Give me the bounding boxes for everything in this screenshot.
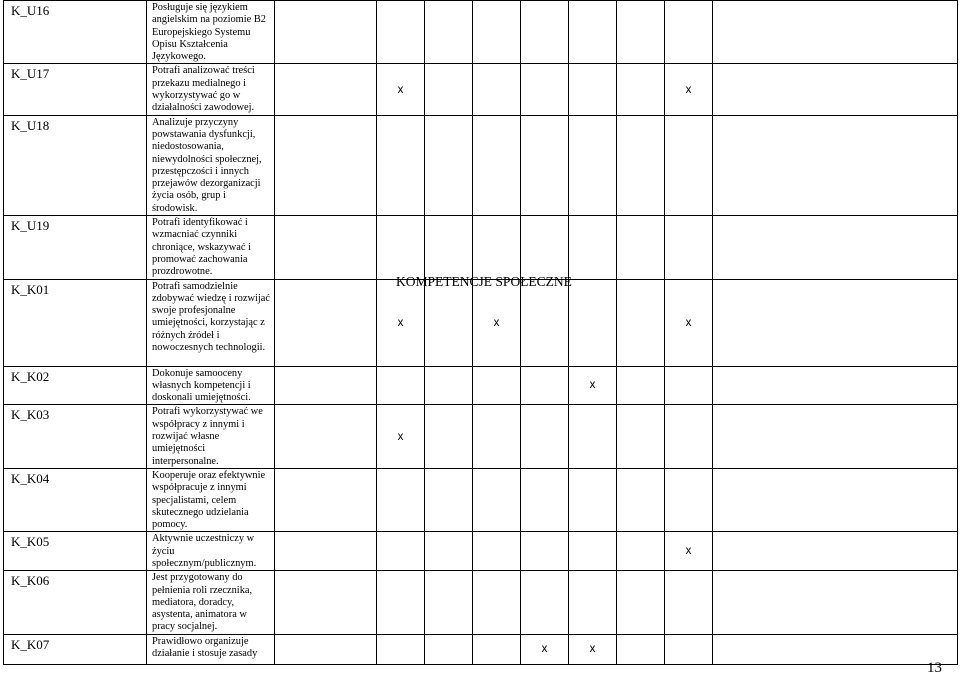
- competence-description: Prawidłowo organizuje działanie i stosuje zasady: [147, 634, 275, 664]
- mark-cell: [425, 279, 473, 366]
- mark-cell: x: [521, 634, 569, 664]
- mark-cell: [377, 1, 425, 64]
- mark-cell: [521, 1, 569, 64]
- mark-cell: [617, 571, 665, 634]
- mark-cell: [473, 571, 521, 634]
- table-row: [4, 366, 958, 405]
- mark-cell: [617, 468, 665, 531]
- mark-cell: [569, 532, 617, 571]
- competence-code: K_K03: [4, 405, 147, 468]
- mark-cell: [377, 216, 425, 279]
- competence-description: Potrafi wykorzystywać we współpracy z innymi i rozwijać własne umiejętności interpersonalne.: [147, 405, 275, 468]
- mark-cell: [617, 405, 665, 468]
- mark-cell: [521, 216, 569, 279]
- competence-code: K_U19: [4, 216, 147, 279]
- blank-cell: [275, 634, 377, 664]
- table-row: [4, 1, 958, 64]
- mark-cell: [665, 571, 713, 634]
- mark-cell: [521, 468, 569, 531]
- mark-cell: [665, 115, 713, 215]
- mark-cell: [521, 366, 569, 405]
- mark-cell: [473, 366, 521, 405]
- blank-cell: [275, 571, 377, 634]
- blank-cell: [713, 64, 958, 115]
- mark-cell: [521, 532, 569, 571]
- mark-cell: [473, 64, 521, 115]
- mark-cell: [665, 468, 713, 531]
- blank-cell: [713, 405, 958, 468]
- mark-cell: x: [377, 279, 425, 366]
- competence-description: Posługuje się językiem angielskim na poziomie B2 Europejskiego Systemu Opisu Kształcenia Językowego.: [147, 1, 275, 64]
- table-row: [4, 216, 958, 279]
- blank-cell: [275, 366, 377, 405]
- blank-cell: [713, 634, 958, 664]
- mark-cell: [569, 279, 617, 366]
- competence-code: K_K02: [4, 366, 147, 405]
- mark-cell: [665, 1, 713, 64]
- mark-cell: [425, 405, 473, 468]
- mark-cell: [425, 634, 473, 664]
- mark-cell: [617, 532, 665, 571]
- mark-cell: [473, 634, 521, 664]
- mark-cell: [521, 571, 569, 634]
- mark-cell: x: [377, 64, 425, 115]
- mark-cell: [473, 115, 521, 215]
- competence-code: K_U16: [4, 1, 147, 64]
- table-row: [4, 571, 958, 634]
- blank-cell: [275, 279, 377, 366]
- mark-cell: [521, 115, 569, 215]
- mark-cell: [569, 216, 617, 279]
- competence-code: K_K06: [4, 571, 147, 634]
- competence-description: Dokonuje samooceny własnych kompetencji i doskonali umiejętności.: [147, 366, 275, 405]
- competence-description: Analizuje przyczyny powstawania dysfunkcji, niedostosowania, niewydolności społecznej, przestępczości i innych przejawów dezorganizacji życia osób, grup i środowisk.: [147, 115, 275, 215]
- competence-code: K_U17: [4, 64, 147, 115]
- mark-cell: [425, 1, 473, 64]
- mark-cell: [473, 468, 521, 531]
- table-row: [4, 115, 958, 215]
- mark-cell: [617, 279, 665, 366]
- mark-cell: [377, 634, 425, 664]
- competence-code: K_K01: [4, 279, 147, 366]
- competence-description: Potrafi identyfikować i wzmacniać czynniki chroniące, wskazywać i promować zachowania prozdrowotne.: [147, 216, 275, 279]
- mark-cell: [569, 405, 617, 468]
- page-number: 13: [927, 660, 942, 676]
- blank-cell: [713, 279, 958, 366]
- blank-cell: [713, 1, 958, 64]
- mark-cell: [665, 405, 713, 468]
- table-row: [4, 64, 958, 115]
- mark-cell: [473, 216, 521, 279]
- mark-cell: [665, 216, 713, 279]
- mark-cell: [473, 405, 521, 468]
- blank-cell: [275, 115, 377, 215]
- blank-cell: [275, 532, 377, 571]
- mark-cell: x: [569, 634, 617, 664]
- mark-cell: x: [665, 532, 713, 571]
- section-title: KOMPETENCJE SPOŁECZNE: [396, 274, 572, 289]
- blank-cell: [713, 468, 958, 531]
- competence-matrix-table: [3, 0, 958, 665]
- table-row: [4, 468, 958, 531]
- competence-description: Aktywnie uczestniczy w życiu społecznym/publicznym.: [147, 532, 275, 571]
- mark-cell: [377, 366, 425, 405]
- competence-description: Potrafi analizować treści przekazu medialnego i wykorzystywać go w działalności zawodowej.: [147, 64, 275, 115]
- mark-cell: [473, 1, 521, 64]
- blank-cell: [713, 216, 958, 279]
- competence-description: Potrafi samodzielnie zdobywać wiedzę i rozwijać swoje profesjonalne umiejętności, korzystając z różnych źródeł i nowoczesnych technologii.: [147, 279, 275, 366]
- mark-cell: [617, 216, 665, 279]
- mark-cell: [569, 115, 617, 215]
- mark-cell: x: [473, 279, 521, 366]
- mark-cell: [521, 279, 569, 366]
- table-row: [4, 532, 958, 571]
- blank-cell: [713, 571, 958, 634]
- blank-cell: [275, 216, 377, 279]
- mark-cell: [617, 634, 665, 664]
- blank-cell: [713, 366, 958, 405]
- mark-cell: [377, 468, 425, 531]
- mark-cell: [377, 532, 425, 571]
- competence-code: K_K05: [4, 532, 147, 571]
- mark-cell: [617, 366, 665, 405]
- mark-cell: [665, 634, 713, 664]
- mark-cell: x: [569, 366, 617, 405]
- mark-cell: [425, 468, 473, 531]
- mark-cell: [665, 366, 713, 405]
- table-row: [4, 279, 958, 366]
- mark-cell: [425, 366, 473, 405]
- mark-cell: [617, 1, 665, 64]
- competence-code: K_U18: [4, 115, 147, 215]
- mark-cell: [617, 115, 665, 215]
- blank-cell: [275, 405, 377, 468]
- mark-cell: [473, 532, 521, 571]
- competence-description: Kooperuje oraz efektywnie współpracuje z innymi specjalistami, celem skutecznego udzielania pomocy.: [147, 468, 275, 531]
- mark-cell: x: [665, 64, 713, 115]
- blank-cell: [275, 468, 377, 531]
- competence-description: Jest przygotowany do pełnienia roli rzecznika, mediatora, doradcy, asystenta, animatora w pracy socjalnej.: [147, 571, 275, 634]
- mark-cell: [425, 115, 473, 215]
- mark-cell: [425, 64, 473, 115]
- mark-cell: [377, 115, 425, 215]
- mark-cell: [569, 1, 617, 64]
- competence-code: K_K07: [4, 634, 147, 664]
- mark-cell: [569, 64, 617, 115]
- mark-cell: x: [377, 405, 425, 468]
- mark-cell: [521, 64, 569, 115]
- mark-cell: [569, 571, 617, 634]
- mark-cell: [377, 571, 425, 634]
- mark-cell: [425, 532, 473, 571]
- blank-cell: [275, 64, 377, 115]
- table-row: [4, 405, 958, 468]
- blank-cell: [713, 532, 958, 571]
- mark-cell: [425, 216, 473, 279]
- mark-cell: [521, 405, 569, 468]
- competence-code: K_K04: [4, 468, 147, 531]
- table-row: [4, 634, 958, 664]
- mark-cell: [425, 571, 473, 634]
- mark-cell: x: [665, 279, 713, 366]
- mark-cell: [569, 468, 617, 531]
- mark-cell: [617, 64, 665, 115]
- blank-cell: [275, 1, 377, 64]
- blank-cell: [713, 115, 958, 215]
